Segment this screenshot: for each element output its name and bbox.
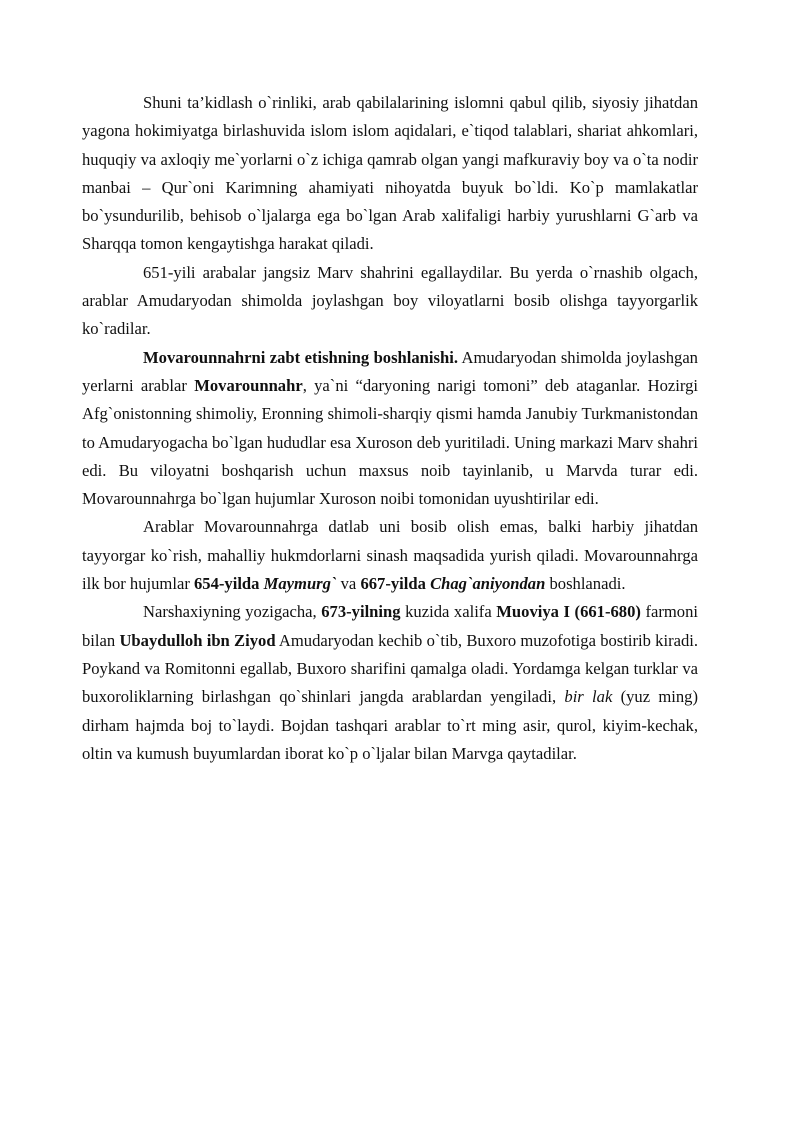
italic-term: bir lak [564,687,613,707]
text-run: (yuz ming) dirham hajmda boj to`laydi. Bojdan tashqari arablar to`rt ming asir, qurol, kiyim-kechak, oltin va kumush buyumlardan iborat ko`p o`ljalar bilan Marvga qaytadilar. [82,687,698,763]
bold-date: 673-yilning [321,602,401,622]
text-run: va [336,574,361,594]
document-page [82,89,698,768]
bold-italic-place: Maymurg` [263,574,337,594]
paragraph-5 [82,598,698,768]
paragraph-2 [82,259,698,344]
text-run: Amudaryodan kechib o`tib, Buxoro muzofotiga bostirib kiradi. Poykand va Romitonni egallab, Buxoro sharifini qamalga oladi. Yordamga kelgan turklar va buxoroliklarning birlashgan qo`shinlari jangda arablardan yengiladi, [82,630,699,707]
text-run: 651-yili arabalar jangsiz Marv shahrini egallaydilar. Bu yerda o`rnashib olgach, arablar Amudaryodan shimolda joylashgan boy viloyatlarni bosib olishga tayyorgarlik ko`radilar. [82,262,698,339]
text-run: Shuni ta’kidlash o`rinliki, arab qabilalarining islomni qabul qilib, siyosiy jihatdan yagona hokimiyatga birlashuvida islom islom aqidalari, e`tiqod talablari, shariat ahkomlari, huquqiy va axloqiy me`yorlarni o`z ichiga qamrab olgan yangi mafkuraviy boy va o`ta nodir manbai – Qur`oni Karimning ahamiyati nihoyatda buyuk bo`ldi. Ko`p mamlakatlar bo`ysundurilib, behisob o`ljalarga ega bo`lgan Arab xalifaligi harbiy yurushlarni G`arb va Sharqqa tomon kengaytishga harakat qiladi. [82,93,698,254]
text-run: kuzida xalifa [400,602,497,622]
bold-italic-place: Chag`aniyondan [430,574,546,594]
text-run: Arablar Movarounnahrga datlab uni bosib olish emas, balki harbiy jihatdan tayyorgar ko`rish, mahalliy hukmdorlarni sinash maqsadida yurish qiladi. Movarounnahrga ilk bor hujumlar [82,517,698,594]
paragraph-4 [82,513,698,598]
paragraph-1 [82,89,698,259]
bold-name: Ubaydulloh ibn Ziyod [119,630,276,650]
section-heading: Movarounnahrni zabt etishning boshlanishi. [143,347,458,367]
bold-name: Muoviya I (661-680) [496,602,641,622]
text-run: Narshaxiyning yozigacha, [143,602,322,622]
text-run: , ya`ni “daryoning narigi tomoni” deb ataganlar. Hozirgi Afg`onistonning shimoliy, Eronning shimoli-sharqiy qismi hamda Janubiy Turkmanistondan to Amudaryogacha bo`lgan hududlar esa Xuroson deb yuritiladi. Uning markazi Marv shahri edi. Bu viloyatni boshqarish uchun maxsus noib tayinlanib, u Marvda turar edi. Movarounnahrga bo`lgan hujumlar Xuroson noibi tomonidan uyushtirilar edi. [82,375,698,509]
text-run: boshlanadi. [545,574,626,594]
paragraph-3 [82,344,698,514]
bold-term: Movarounnahr [194,375,303,395]
bold-date: 654-yilda [194,574,260,594]
bold-date: 667-yilda [360,574,426,594]
text-run: farmoni bilan [82,602,698,650]
text-run: Amudaryodan shimolda joylashgan yerlarni arablar [82,347,698,395]
